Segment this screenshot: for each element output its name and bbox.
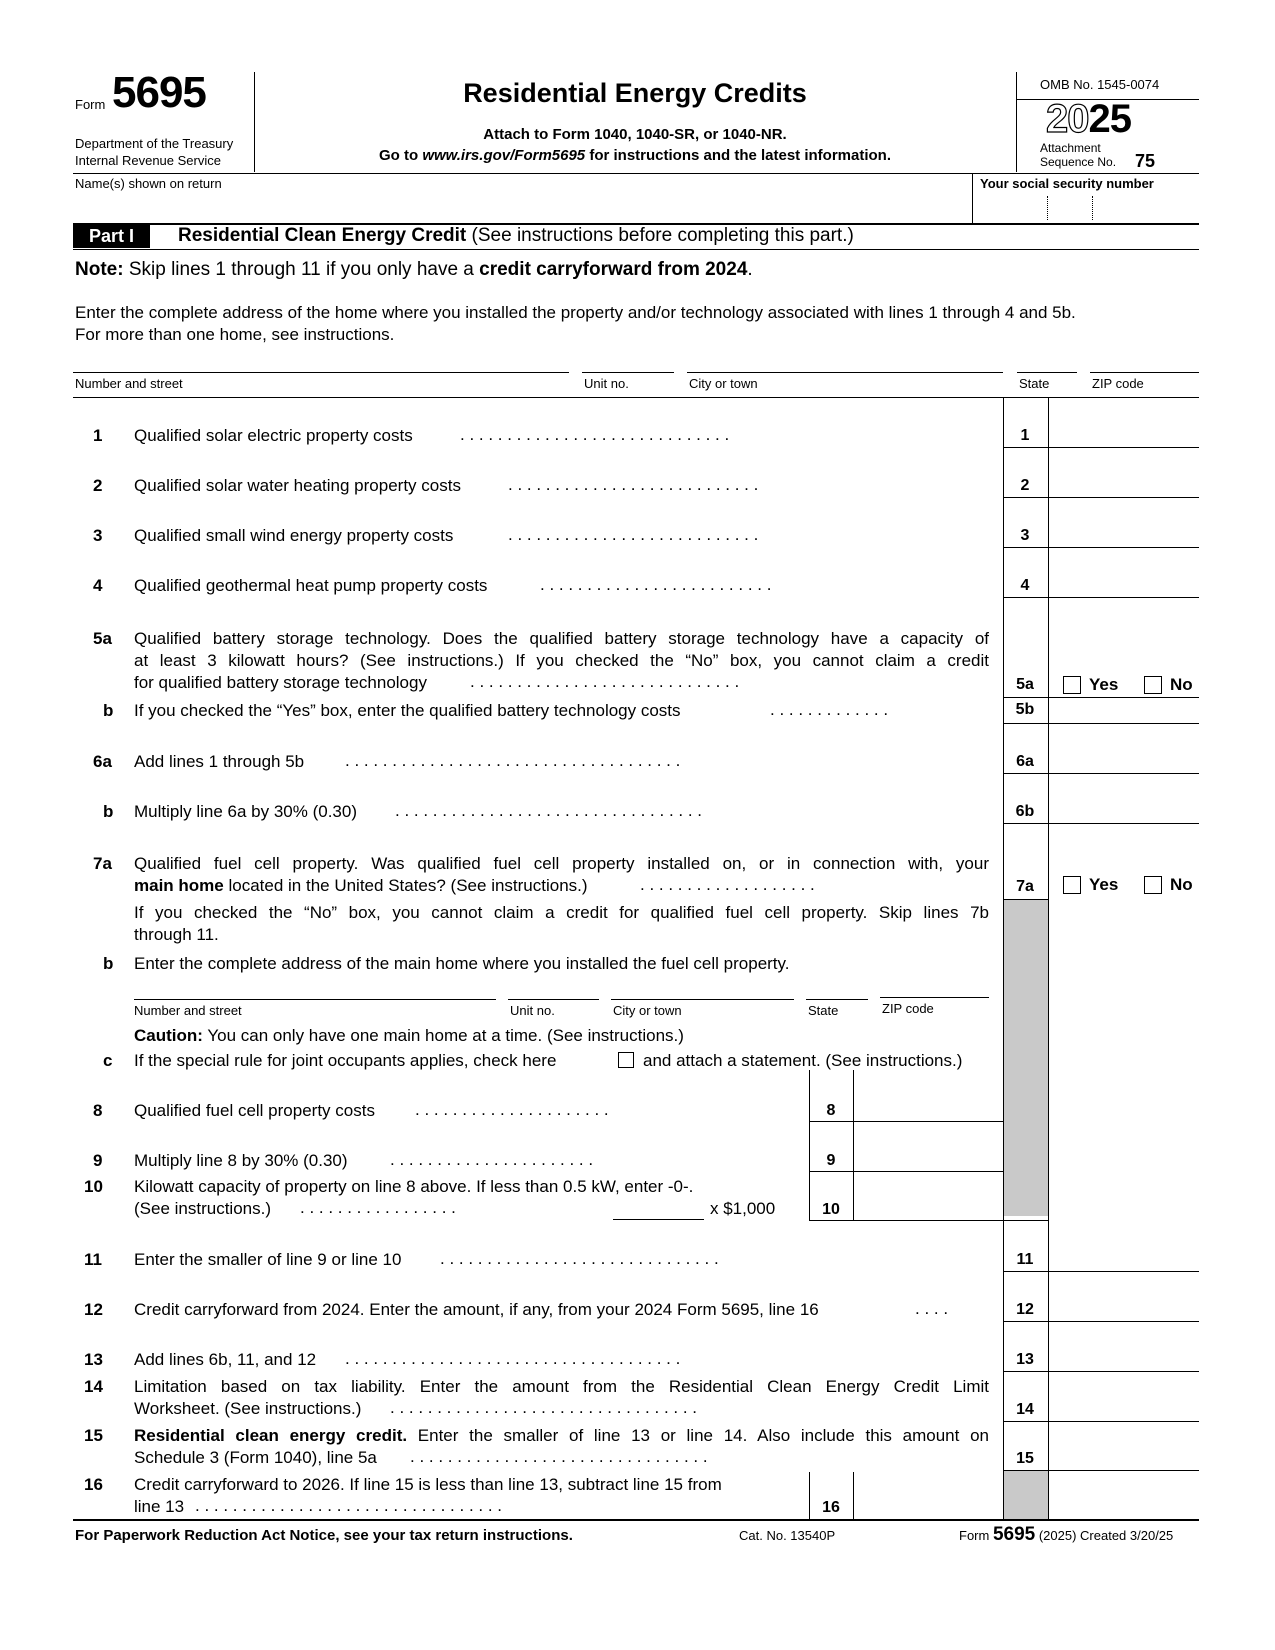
line-13-amount-input[interactable] [1049,1330,1199,1370]
main-home-street-label: Number and street [134,1003,242,1018]
line-15-box-label: 15 [1016,1450,1034,1467]
names-label: Name(s) shown on return [75,176,222,191]
line-2-leader: . . . . . . . . . . . . . . . . . . . . . . . . . . . [508,475,759,494]
line-5b-amount-input[interactable] [1049,699,1199,721]
line-3-text: Qualified small wind energy property costs [134,526,454,545]
address-unit-label: Unit no. [584,376,629,391]
line-6b-leader: . . . . . . . . . . . . . . . . . . . . . . . . . . . . . . . . . [395,801,703,820]
line-9-text: Multiply line 8 by 30% (0.30) [134,1151,348,1170]
line-6b-amount-input[interactable] [1049,782,1199,822]
line-5a-text-3: for qualified battery storage technology [134,673,427,692]
main-home-address-field[interactable] [134,975,989,999]
line-2-text: Qualified solar water heating property costs [134,476,461,495]
line-14-number: 14 [84,1377,103,1396]
line-5a-no-label: No [1170,675,1193,694]
line-5a-box-label: 5a [1016,676,1034,693]
line-4-text: Qualified geothermal heat pump property costs [134,576,488,595]
line-11-leader: . . . . . . . . . . . . . . . . . . . . . . . . . . . . . . [440,1249,719,1268]
dept-line1: Department of the Treasury [75,136,234,151]
line-7a-box-label: 7a [1016,878,1034,895]
line-5b-text: If you checked the “Yes” box, enter the qualified battery technology costs [134,701,681,720]
line-5b-number: b [103,701,114,720]
line-15-number: 15 [84,1426,103,1445]
sequence-label: Sequence No. [1040,155,1117,169]
catalog-number: Cat. No. 13540P [739,1528,836,1543]
ssn-label: Your social security number [980,176,1154,191]
line-15-text-2: Schedule 3 (Form 1040), line 5a [134,1448,377,1467]
address-zip-label: ZIP code [1092,376,1144,391]
line-7b-number: b [103,954,114,973]
line-5a-leader: . . . . . . . . . . . . . . . . . . . . . . . . . . . . . [470,672,740,691]
line-7a-number: 7a [93,854,112,873]
line-11-box-label: 11 [1016,1251,1034,1268]
line-3-amount-input[interactable] [1049,506,1199,546]
line-5a-yes-label: Yes [1089,675,1119,694]
line-4-number: 4 [93,576,103,595]
line-6a-box-label: 6a [1016,753,1034,770]
line-8-amount-input[interactable] [855,1080,1002,1120]
line-6a-amount-input[interactable] [1049,732,1199,772]
tax-year: 2025 [1046,97,1131,141]
line-7a-yes-label: Yes [1089,875,1119,894]
line-10-text-2: (See instructions.) [134,1199,271,1218]
line-12-leader: . . . . [915,1299,949,1318]
address-instructions-1: Enter the complete address of the home where you installed the property and/or technology associated with lines 1 through 4 and 5b. [75,303,1076,322]
line-8-text: Qualified fuel cell property costs [134,1101,375,1120]
line-1-amount-input[interactable] [1049,406,1199,446]
address-state-label: State [1019,376,1050,391]
line-16-number: 16 [84,1475,103,1494]
line-7a-yes-checkbox[interactable] [1063,876,1081,894]
shaded-box-lines-7-10 [1004,900,1048,1216]
line-10-multiplier: x $1,000 [710,1199,776,1218]
line-10-amount-input[interactable] [855,1178,1002,1218]
line-10-leader: . . . . . . . . . . . . . . . . . [300,1198,456,1217]
paperwork-notice: For Paperwork Reduction Act Notice, see your tax return instructions. [75,1527,573,1544]
form-title: Residential Energy Credits [463,78,807,108]
line-8-box-label: 8 [826,1102,836,1119]
line-16-amount-input[interactable] [855,1478,1002,1518]
line-3-number: 3 [93,526,103,545]
line-7b-text: Enter the complete address of the main home where you installed the fuel cell property. [134,954,790,973]
line-14-text-2: Worksheet. (See instructions.) [134,1399,362,1418]
line-7c-text-2: and attach a statement. (See instructions.) [643,1051,963,1070]
line-12-text: Credit carryforward from 2024. Enter the amount, if any, from your 2024 Form 5695, line 16 [134,1300,819,1319]
part-title: Residential Clean Energy Credit (See instructions before completing this part.) [178,225,854,246]
line-6b-number: b [103,802,114,821]
line-12-number: 12 [84,1300,103,1319]
line-5a-number: 5a [93,629,112,648]
line-2-amount-input[interactable] [1049,456,1199,496]
line-7a-text-3: If you checked the “No” box, you cannot claim a credit for qualified fuel cell property. Skip lines 7b [134,903,989,922]
line-5b-leader: . . . . . . . . . . . . . [770,700,889,719]
line-6b-text: Multiply line 6a by 30% (0.30) [134,802,358,821]
line-4-amount-input[interactable] [1049,556,1199,596]
line-10-box-label: 10 [822,1201,840,1218]
line-11-number: 11 [84,1250,102,1269]
dept-line2: Internal Revenue Service [75,153,221,168]
home-address-field[interactable] [73,348,1199,372]
line-13-text: Add lines 6b, 11, and 12 [134,1350,317,1369]
line-6a-text: Add lines 1 through 5b [134,752,305,771]
address-instructions-2: For more than one home, see instructions. [75,325,395,344]
line-11-text: Enter the smaller of line 9 or line 10 [134,1250,402,1269]
address-street-label: Number and street [75,376,183,391]
line-10-text-1: Kilowatt capacity of property on line 8 above. If less than 0.5 kW, enter -0-. [134,1177,694,1196]
line-14-amount-input[interactable] [1049,1380,1199,1420]
line-2-number: 2 [93,476,103,495]
line-1-number: 1 [93,426,103,445]
line-16-text-1: Credit carryforward to 2026. If line 15 is less than line 13, subtract line 15 from [134,1475,722,1494]
line-12-amount-input[interactable] [1049,1280,1199,1320]
note-line: Note: Skip lines 1 through 11 if you only have a credit carryforward from 2024. [75,259,753,280]
line-9-number: 9 [93,1151,103,1170]
line-7a-text-4: through 11. [134,925,219,944]
line-15-amount-input[interactable] [1049,1429,1199,1469]
line-6a-number: 6a [93,752,112,771]
kilowatt-capacity-input[interactable] [613,1196,704,1218]
sequence-number: 75 [1135,151,1156,171]
footer-form-id: Form 5695 (2025) Created 3/20/25 [959,1524,1174,1545]
line-13-box-label: 13 [1016,1351,1034,1368]
address-city-label: City or town [689,376,758,391]
line-5a-yes-checkbox[interactable] [1063,676,1081,694]
line-7c-text-1: If the special rule for joint occupants applies, check here [134,1051,557,1070]
line-4-box-label: 4 [1020,577,1030,594]
line-10-number: 10 [84,1177,103,1196]
line-7a-leader: . . . . . . . . . . . . . . . . . . . [640,875,815,894]
main-home-city-label: City or town [613,1003,682,1018]
line-7a-no-label: No [1170,875,1193,894]
line-12-box-label: 12 [1016,1301,1034,1318]
line-1-leader: . . . . . . . . . . . . . . . . . . . . . . . . . . . . . [460,425,730,444]
line-9-leader: . . . . . . . . . . . . . . . . . . . . . . [390,1150,594,1169]
omb-number: OMB No. 1545-0074 [1040,77,1160,92]
form-prefix: Form [75,97,106,112]
line-13-leader: . . . . . . . . . . . . . . . . . . . . . . . . . . . . . . . . . . . . [345,1349,681,1368]
form-number: 5695 [112,68,206,117]
line-16-leader: . . . . . . . . . . . . . . . . . . . . . . . . . . . . . . . . . [195,1496,503,1515]
line-3-box-label: 3 [1020,527,1030,544]
main-home-zip-label: ZIP code [882,1001,934,1016]
line-1-box-label: 1 [1020,427,1030,444]
goto-line: Go to www.irs.gov/Form5695 for instructions and the latest information. [378,147,892,164]
line-6a-leader: . . . . . . . . . . . . . . . . . . . . . . . . . . . . . . . . . . . . [345,751,681,770]
attachment-label: Attachment [1040,141,1101,155]
line-14-box-label: 14 [1016,1401,1034,1418]
names-field[interactable] [75,190,970,220]
caution-text: Caution: You can only have one main home at a time. (See instructions.) [134,1026,684,1045]
attach-line: Attach to Form 1040, 1040-SR, or 1040-NR. [483,126,787,143]
main-home-unit-label: Unit no. [510,1003,555,1018]
line-16-text-2: line 13 [134,1497,185,1516]
main-home-state-label: State [808,1003,839,1018]
part-tag: Part I [73,224,150,248]
line-11-amount-input[interactable] [1049,1230,1199,1270]
line-5a-text-1: Qualified battery storage technology. Does the qualified battery storage technology have a capacity of [134,629,989,648]
joint-occupants-checkbox[interactable] [618,1052,634,1068]
line-15-leader: . . . . . . . . . . . . . . . . . . . . . . . . . . . . . . . . [410,1447,708,1466]
irs-url[interactable]: www.irs.gov/Form5695 [422,147,586,164]
line-16-box-label: 16 [822,1499,840,1516]
line-9-amount-input[interactable] [855,1130,1002,1170]
shaded-box-line-16 [1004,1471,1048,1519]
line-1-text: Qualified solar electric property costs [134,426,413,445]
line-8-leader: . . . . . . . . . . . . . . . . . . . . . [415,1100,609,1119]
line-7a-text-1: Qualified fuel cell property. Was qualified fuel cell property installed on, or in connection with, your [134,854,989,873]
line-7c-number: c [103,1051,113,1070]
line-2-box-label: 2 [1020,477,1030,494]
line-4-leader: . . . . . . . . . . . . . . . . . . . . . . . . . [540,575,772,594]
line-5b-box-label: 5b [1015,701,1035,718]
line-7a-no-checkbox[interactable] [1144,876,1162,894]
line-6b-box-label: 6b [1015,803,1035,820]
line-9-box-label: 9 [826,1152,836,1169]
line-5a-text-2: at least 3 kilowatt hours? (See instructions.) If you checked the “No” box, you cannot claim a credit [134,651,989,670]
line-14-text-1: Limitation based on tax liability. Enter the amount from the Residential Clean Energy Credit Limit [134,1377,989,1396]
line-8-number: 8 [93,1101,103,1120]
line-14-leader: . . . . . . . . . . . . . . . . . . . . . . . . . . . . . . . . . [390,1398,698,1417]
line-13-number: 13 [84,1350,103,1369]
line-3-leader: . . . . . . . . . . . . . . . . . . . . . . . . . . . [508,525,759,544]
line-15-text-1: Residential clean energy credit. Enter the smaller of line 13 or line 14. Also include this amount on [134,1426,989,1445]
line-7a-text-2: main home located in the United States? (See instructions.) [134,876,588,895]
line-5a-no-checkbox[interactable] [1144,676,1162,694]
ssn-field[interactable] [976,194,1196,222]
